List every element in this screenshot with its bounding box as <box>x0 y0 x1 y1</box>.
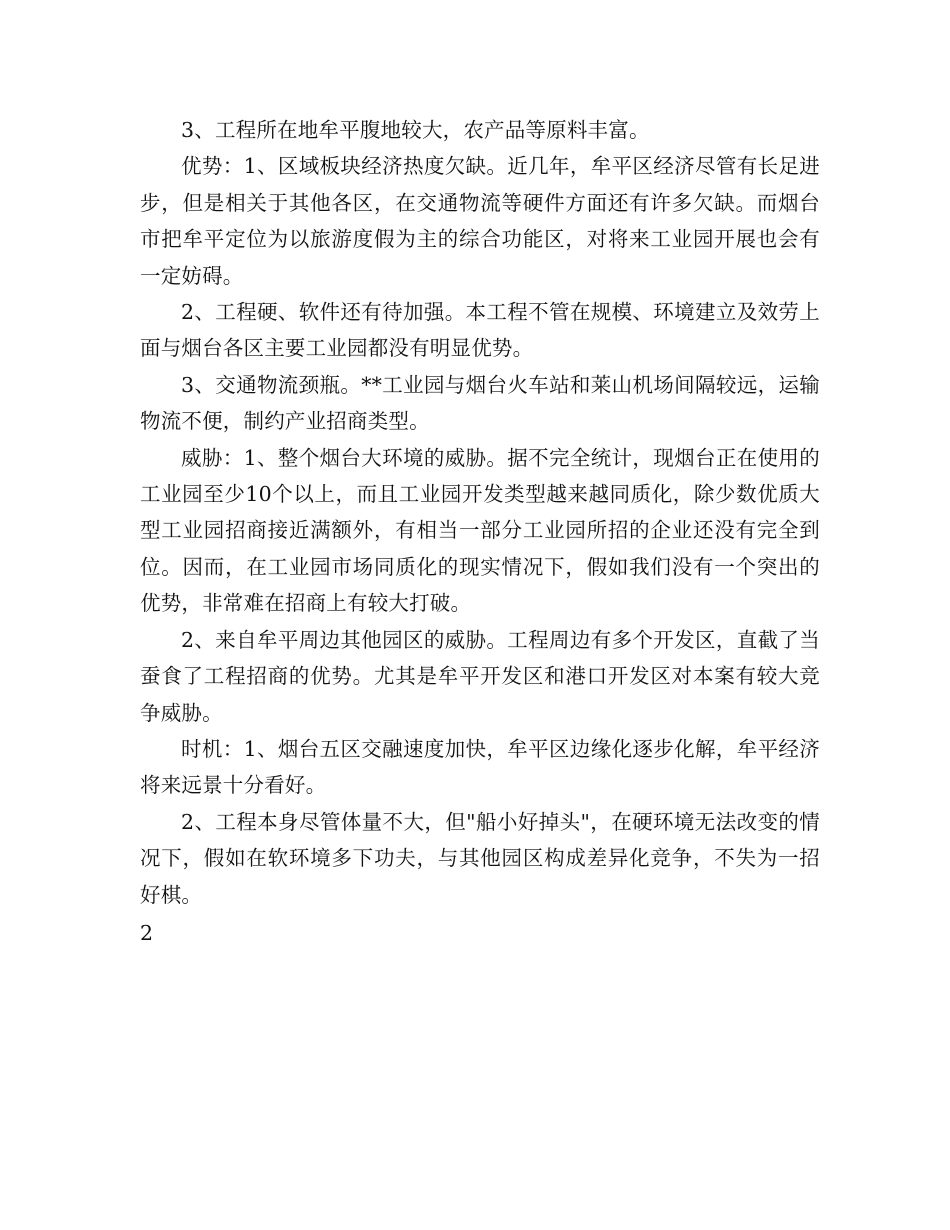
paragraph-3: 2、工程硬、软件还有待加强。本工程不管在规模、环境建立及效劳上面与烟台各区主要工业园都没有明显优势。 <box>140 300 820 361</box>
paragraph-1: 3、工程所在地牟平腹地较大，农产品等原料丰富。 <box>181 118 650 142</box>
paragraph-4: 3、交通物流颈瓶。**工业园与烟台火车站和莱山机场间隔较远，运输物流不便，制约产业招商类型。 <box>140 372 820 434</box>
paragraph-7: 时机：1、烟台五区交融速度加快，牟平区边缘化逐步化解，牟平经济将来远景十分看好。 <box>140 736 820 798</box>
paragraph-8: 2、工程本身尽管体量不大，但"船小好掉头"，在硬环境无法改变的情况下，假如在软环境多下功夫，与其他园区构成差异化竞争，不失为一招好棋。 <box>140 809 820 907</box>
page-number: 2 <box>140 920 154 945</box>
paragraph-6: 2、来自牟平周边其他园区的威胁。工程周边有多个开发区，直截了当蚕食了工程招商的优势。尤其是牟平开发区和港口开发区对本案有较大竞争威胁。 <box>140 627 820 725</box>
paragraph-2: 优势：1、区域板块经济热度欠缺。近几年，牟平区经济尽管有长足进步，但是相关于其他各区，在交通物流等硬件方面还有许多欠缺。而烟台市把牟平定位为以旅游度假为主的综合功能区，对将来工业园开展也会有一定妨碍。 <box>140 154 820 288</box>
document-body <box>140 112 820 951</box>
paragraph-5: 威胁：1、整个烟台大环境的威胁。据不完全统计，现烟台正在使用的工业园至少10个以上，而且工业园开发类型越来越同质化，除少数优质大型工业园招商接近满额外，有相当一部分工业园所招的企业还没有完全到位。因而，在工业园市场同质化的现实情况下，假如我们没有一个突出的优势，非常难在招商上有较大打破。 <box>140 445 820 616</box>
